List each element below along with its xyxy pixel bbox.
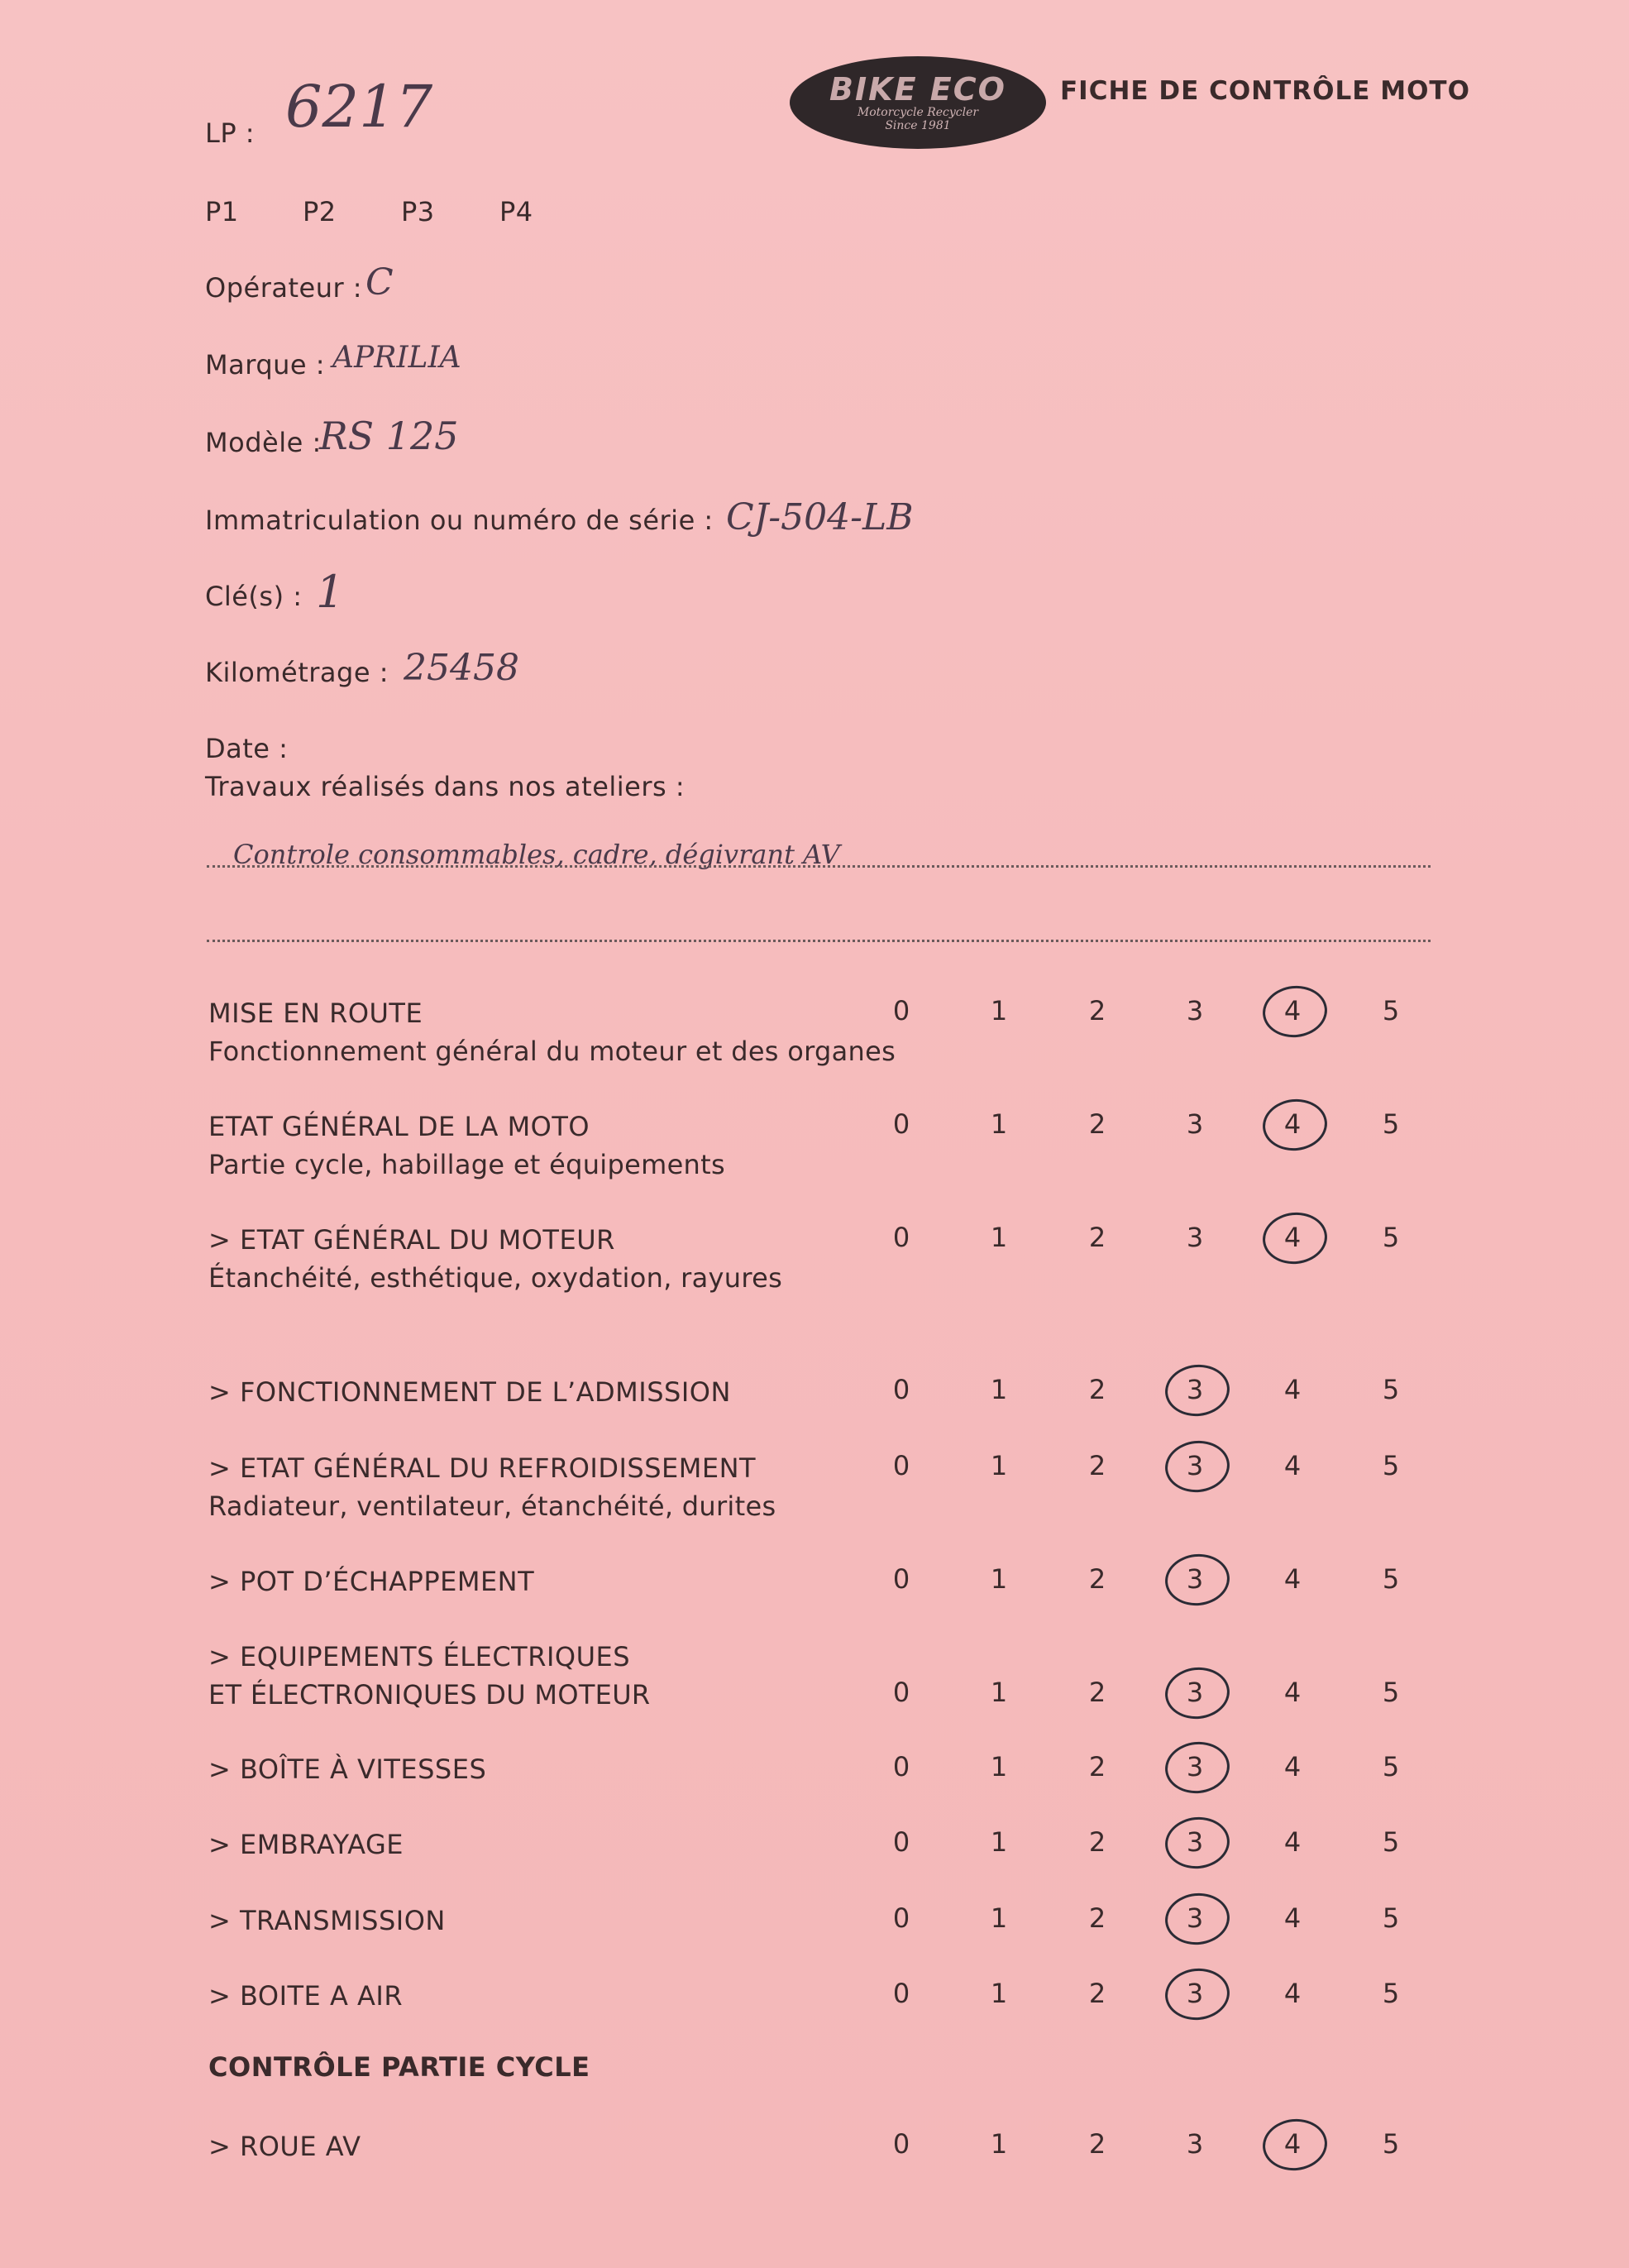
travaux-value: Controle consommables, cadre, dégivrant AV (233, 839, 840, 870)
selected-score-circle (1163, 1664, 1232, 1722)
travaux-label: Travaux réalisés dans nos ateliers : (205, 771, 686, 802)
score-value: 1 (990, 1826, 1008, 1858)
score-option (982, 2127, 1015, 2160)
selected-score-circle (1163, 1965, 1232, 2023)
score-value: 2 (1088, 1108, 1106, 1140)
score-value: 0 (892, 1677, 910, 1708)
score-option (1374, 1676, 1407, 1709)
score-value: 1 (990, 1563, 1008, 1595)
score-value: 0 (892, 2128, 910, 2160)
selected-score-circle (1260, 2116, 1330, 2174)
score-value: 3 (1186, 2128, 1204, 2160)
score-option (885, 1373, 918, 1406)
score-value: 2 (1088, 1751, 1106, 1782)
score-value: 1 (990, 1222, 1008, 1253)
score-option (1178, 1373, 1211, 1406)
criterion-subtitle: ET ÉLECTRONIQUES DU MOTEUR (208, 1679, 651, 1711)
score-value: 2 (1088, 1826, 1106, 1858)
score-value: 2 (1088, 1222, 1106, 1253)
criterion-title: MISE EN ROUTE (208, 998, 423, 1029)
marque-label: Marque : (205, 349, 326, 380)
score-value: 2 (1088, 1563, 1106, 1595)
score-value: 1 (990, 1677, 1008, 1708)
score-value: 4 (1283, 1902, 1302, 1934)
logo-tagline: Motorcycle Recycler (857, 106, 979, 119)
score-option (1374, 1449, 1407, 1482)
score-value: 1 (990, 1751, 1008, 1782)
score-option (885, 1221, 918, 1254)
score-value: 2 (1088, 1374, 1106, 1405)
criterion-title: > POT D’ÉCHAPPEMENT (208, 1566, 535, 1597)
logo-name: BIKE ECO (829, 71, 1006, 108)
score-option (1081, 1562, 1114, 1596)
date-label: Date : (205, 733, 289, 764)
score-option (982, 1825, 1015, 1859)
score-option (1081, 2127, 1114, 2160)
marque-value: APRILIA (332, 341, 461, 375)
operateur-label: Opérateur : (205, 272, 363, 304)
score-value: 5 (1382, 995, 1400, 1026)
cles-label: Clé(s) : (205, 581, 303, 612)
score-value: 4 (1283, 995, 1302, 1026)
score-value: 0 (892, 1450, 910, 1481)
score-option (1178, 1825, 1211, 1859)
score-value: 1 (990, 1978, 1008, 2009)
position-p2: P2 (303, 196, 337, 227)
criterion-title: > TRANSMISSION (208, 1905, 446, 1936)
score-option (1178, 1449, 1211, 1482)
score-value: 0 (892, 1902, 910, 1934)
score-option (885, 1977, 918, 2010)
score-option (982, 1108, 1015, 1141)
score-value: 5 (1382, 1677, 1400, 1708)
travaux-dotted-line-2 (207, 940, 1431, 942)
lp-value: 6217 (285, 73, 433, 141)
score-option (982, 1221, 1015, 1254)
criterion-title: > FONCTIONNEMENT DE L’ADMISSION (208, 1376, 731, 1408)
criterion-title: > ETAT GÉNÉRAL DU MOTEUR (208, 1224, 615, 1256)
score-value: 5 (1382, 1108, 1400, 1140)
score-value: 4 (1283, 2128, 1302, 2160)
score-option (1081, 1449, 1114, 1482)
score-option (982, 1977, 1015, 2010)
score-value: 0 (892, 1978, 910, 2009)
kilometrage-label: Kilométrage : (205, 657, 389, 688)
criterion-title: > EMBRAYAGE (208, 1829, 404, 1860)
score-option (1276, 1449, 1309, 1482)
selected-score-circle (1260, 1209, 1330, 1267)
score-option (885, 1902, 918, 1935)
score-value: 0 (892, 1826, 910, 1858)
operateur-value: C (365, 261, 394, 304)
score-option (885, 1825, 918, 1859)
score-option (1276, 1373, 1309, 1406)
modele-value: RS 125 (319, 414, 459, 458)
sheet-title: FICHE DE CONTRÔLE MOTO (1060, 76, 1470, 106)
criterion-subtitle: Fonctionnement général du moteur et des organes (208, 1036, 896, 1067)
score-value: 4 (1283, 1978, 1302, 2009)
score-option (1374, 1750, 1407, 1783)
score-value: 3 (1186, 1751, 1204, 1782)
score-option (1081, 994, 1114, 1027)
cles-value: 1 (316, 566, 345, 618)
score-value: 0 (892, 1751, 910, 1782)
criterion-subtitle: Partie cycle, habillage et équipements (208, 1149, 725, 1180)
score-value: 1 (990, 995, 1008, 1026)
score-option (1374, 994, 1407, 1027)
score-value: 0 (892, 995, 910, 1026)
criterion-title: > ETAT GÉNÉRAL DU REFROIDISSEMENT (208, 1452, 757, 1484)
score-value: 3 (1186, 1826, 1204, 1858)
score-value: 1 (990, 2128, 1008, 2160)
criterion-title: > BOITE A AIR (208, 1980, 404, 2012)
criterion-title: ETAT GÉNÉRAL DE LA MOTO (208, 1111, 590, 1142)
score-value: 2 (1088, 1677, 1106, 1708)
score-value: 1 (990, 1374, 1008, 1405)
score-value: 2 (1088, 2128, 1106, 2160)
score-option (1081, 1221, 1114, 1254)
score-value: 4 (1283, 1450, 1302, 1481)
immat-label: Immatriculation ou numéro de série : (205, 505, 714, 536)
score-option (1081, 1977, 1114, 2010)
score-value: 0 (892, 1108, 910, 1140)
score-value: 4 (1283, 1108, 1302, 1140)
score-value: 3 (1186, 1450, 1204, 1481)
score-value: 1 (990, 1108, 1008, 1140)
score-option (1374, 1902, 1407, 1935)
score-value: 5 (1382, 1978, 1400, 2009)
kilometrage-value: 25458 (404, 647, 519, 689)
score-option (1374, 2127, 1407, 2160)
lp-label: LP : (205, 117, 256, 149)
score-value: 3 (1186, 1108, 1204, 1140)
section-partie-cycle: CONTRÔLE PARTIE CYCLE (208, 2051, 590, 2083)
score-value: 1 (990, 1450, 1008, 1481)
score-option (1178, 1562, 1211, 1596)
selected-score-circle (1163, 1361, 1232, 1419)
score-value: 5 (1382, 1902, 1400, 1934)
score-option (885, 1750, 918, 1783)
score-option (1276, 1902, 1309, 1935)
score-value: 2 (1088, 1978, 1106, 2009)
position-p4: P4 (499, 196, 533, 227)
selected-score-circle (1163, 1739, 1232, 1797)
score-value: 2 (1088, 1450, 1106, 1481)
score-option (1374, 1825, 1407, 1859)
score-option (982, 1562, 1015, 1596)
bike-eco-logo (790, 56, 1046, 149)
score-value: 4 (1283, 1222, 1302, 1253)
score-option (1374, 1221, 1407, 1254)
score-value: 0 (892, 1374, 910, 1405)
selected-score-circle (1260, 983, 1330, 1041)
position-p1: P1 (205, 196, 239, 227)
immat-value: CJ-504-LB (726, 496, 914, 538)
score-option (982, 1449, 1015, 1482)
score-option (1276, 1562, 1309, 1596)
score-option (982, 994, 1015, 1027)
score-value: 5 (1382, 1826, 1400, 1858)
score-option (1081, 1108, 1114, 1141)
score-option (982, 1373, 1015, 1406)
score-option (1081, 1373, 1114, 1406)
score-value: 0 (892, 1222, 910, 1253)
selected-score-circle (1163, 1814, 1232, 1872)
score-option (885, 1676, 918, 1709)
score-value: 3 (1186, 995, 1204, 1026)
score-value: 3 (1186, 1902, 1204, 1934)
score-option (1374, 1562, 1407, 1596)
score-value: 3 (1186, 1374, 1204, 1405)
score-option (1276, 1977, 1309, 2010)
score-option (885, 1562, 918, 1596)
score-option (1178, 1221, 1211, 1254)
score-option (1276, 1108, 1309, 1141)
criterion-title: > EQUIPEMENTS ÉLECTRIQUES (208, 1641, 631, 1672)
score-value: 5 (1382, 1450, 1400, 1481)
score-value: 5 (1382, 1374, 1400, 1405)
score-option (885, 994, 918, 1027)
score-option (1276, 1676, 1309, 1709)
logo-since: Since 1981 (885, 119, 951, 132)
score-option (885, 1108, 918, 1141)
score-option (885, 1449, 918, 1482)
score-option (982, 1750, 1015, 1783)
score-option (1374, 1373, 1407, 1406)
score-option (1081, 1902, 1114, 1935)
selected-score-circle (1163, 1551, 1232, 1609)
modele-label: Modèle : (205, 427, 322, 458)
score-value: 3 (1186, 1563, 1204, 1595)
score-option (1178, 1902, 1211, 1935)
score-value: 5 (1382, 1222, 1400, 1253)
score-option (1178, 1977, 1211, 2010)
score-value: 0 (892, 1563, 910, 1595)
score-value: 4 (1283, 1563, 1302, 1595)
score-option (1276, 2127, 1309, 2160)
score-option (982, 1676, 1015, 1709)
score-value: 1 (990, 1902, 1008, 1934)
score-option (1178, 994, 1211, 1027)
travaux-dotted-line-1 (207, 865, 1431, 868)
criterion-subtitle: Étanchéité, esthétique, oxydation, rayures (208, 1262, 783, 1294)
score-option (1081, 1676, 1114, 1709)
score-value: 2 (1088, 995, 1106, 1026)
score-value: 5 (1382, 2128, 1400, 2160)
score-value: 3 (1186, 1222, 1204, 1253)
score-value: 4 (1283, 1751, 1302, 1782)
score-option (1081, 1750, 1114, 1783)
criterion-title: > BOÎTE À VITESSES (208, 1754, 487, 1785)
score-value: 5 (1382, 1751, 1400, 1782)
score-option (1178, 1750, 1211, 1783)
criterion-title: > ROUE AV (208, 2131, 361, 2162)
criterion-subtitle: Radiateur, ventilateur, étanchéité, durites (208, 1490, 776, 1522)
score-value: 5 (1382, 1563, 1400, 1595)
score-option (1276, 1221, 1309, 1254)
score-option (1276, 994, 1309, 1027)
selected-score-circle (1260, 1096, 1330, 1154)
score-value: 2 (1088, 1902, 1106, 1934)
score-option (885, 2127, 918, 2160)
score-option (1276, 1825, 1309, 1859)
position-p3: P3 (401, 196, 435, 227)
score-option (1178, 1676, 1211, 1709)
score-option (1276, 1750, 1309, 1783)
selected-score-circle (1163, 1890, 1232, 1948)
score-option (1374, 1108, 1407, 1141)
score-option (982, 1902, 1015, 1935)
score-value: 3 (1186, 1978, 1204, 2009)
score-value: 3 (1186, 1677, 1204, 1708)
score-option (1374, 1977, 1407, 2010)
score-option (1081, 1825, 1114, 1859)
selected-score-circle (1163, 1438, 1232, 1495)
score-option (1178, 2127, 1211, 2160)
score-value: 4 (1283, 1826, 1302, 1858)
score-option (1178, 1108, 1211, 1141)
score-value: 4 (1283, 1677, 1302, 1708)
score-value: 4 (1283, 1374, 1302, 1405)
